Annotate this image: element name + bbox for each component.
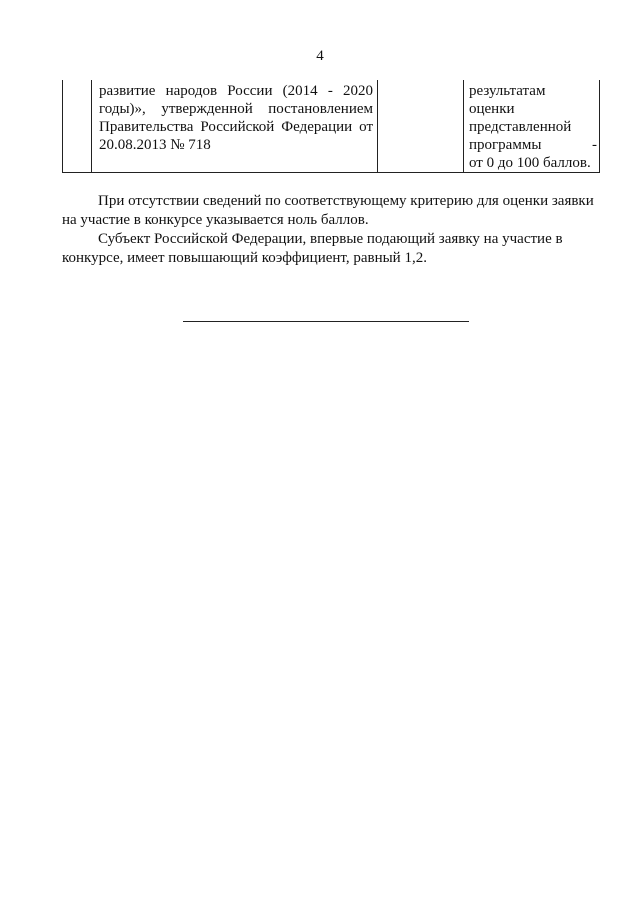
score-line: от 0 до 100 баллов. [469,155,591,171]
paragraph-line: конкурсе, имеет повышающий коэффициент, равный 1,2. [62,250,427,266]
closing-horizontal-rule [183,321,469,322]
score-line: оценки [469,101,515,117]
score-dash: - [592,137,597,153]
table-cell-line: Правительства Российской Федерации от [99,119,373,135]
score-line: представленной [469,119,572,135]
table-column-divider-1 [91,80,92,172]
table-cell-score-range [469,82,597,172]
table-cell-line: развитие народов России (2014 - 2020 [99,83,373,99]
page-number: 4 [316,48,324,64]
table-column-divider-3 [463,80,464,172]
paragraph-line: При отсутствии сведений по соответствующему критерию для оценки заявки [98,193,594,209]
paragraph-zero-points [62,192,602,230]
table-cell-line: 20.08.2013 № 718 [99,137,211,153]
score-line: результатам [469,83,546,99]
table-cell-line: годы)», утвержденной постановлением [99,101,373,117]
paragraph-coefficient [62,230,602,268]
paragraph-line: Субъект Российской Федерации, впервые подающий заявку на участие в [98,231,563,247]
criteria-table-fragment [62,80,600,173]
score-line [469,136,597,154]
table-cell-program-reference [99,82,373,154]
paragraph-line: на участие в конкурсе указывается ноль баллов. [62,212,369,228]
table-column-divider-2 [377,80,378,172]
score-word: программы [469,137,542,153]
